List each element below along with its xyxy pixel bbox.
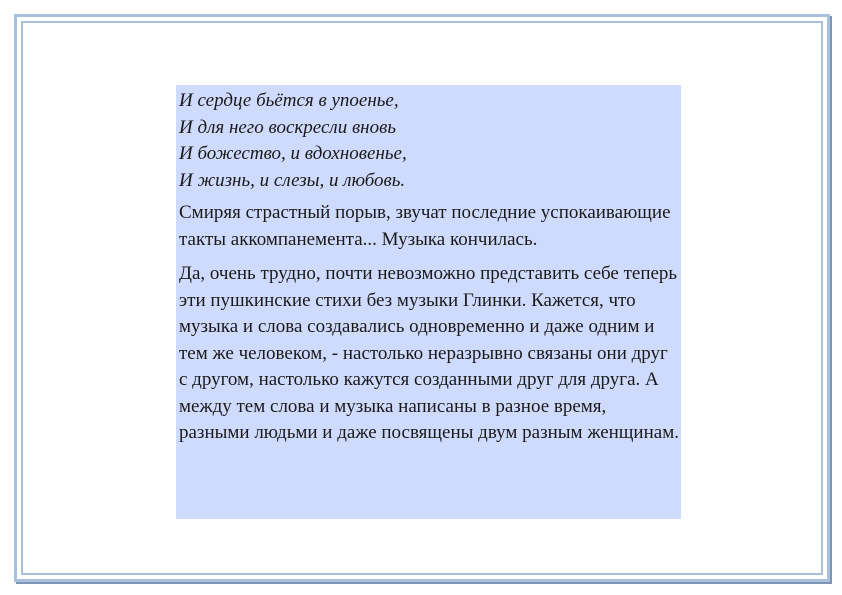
poem-line-2: И для него воскресли вновь <box>179 116 397 138</box>
poem-line-4: И жизнь, и слезы, и любовь. <box>179 169 406 191</box>
paragraph-music-ended: Смиряя страстный порыв, звучат последние успокаивающие такты аккомпанемента... Музыка кончилась. <box>179 202 671 250</box>
paragraph-pushkin-glinka: Да, очень трудно, почти невозможно представить себе теперь эти пушкинские стихи без музыки Глинки. Кажется, что музыка и слова создавались одновременно и даже одним и тем же человеком, - настолько неразрывно связаны они друг с другом, настолько кажутся созданными друг для друга. А между тем слова и музыка написаны в разное время, разными людьми и даже посвящены двум разным женщинам. <box>179 263 679 443</box>
text-box <box>176 85 681 519</box>
poem-line-3: И божество, и вдохновенье, <box>179 143 407 164</box>
poem-stanza <box>179 88 679 194</box>
poem-line-1: И сердце бьётся в упоенье, <box>179 90 399 111</box>
